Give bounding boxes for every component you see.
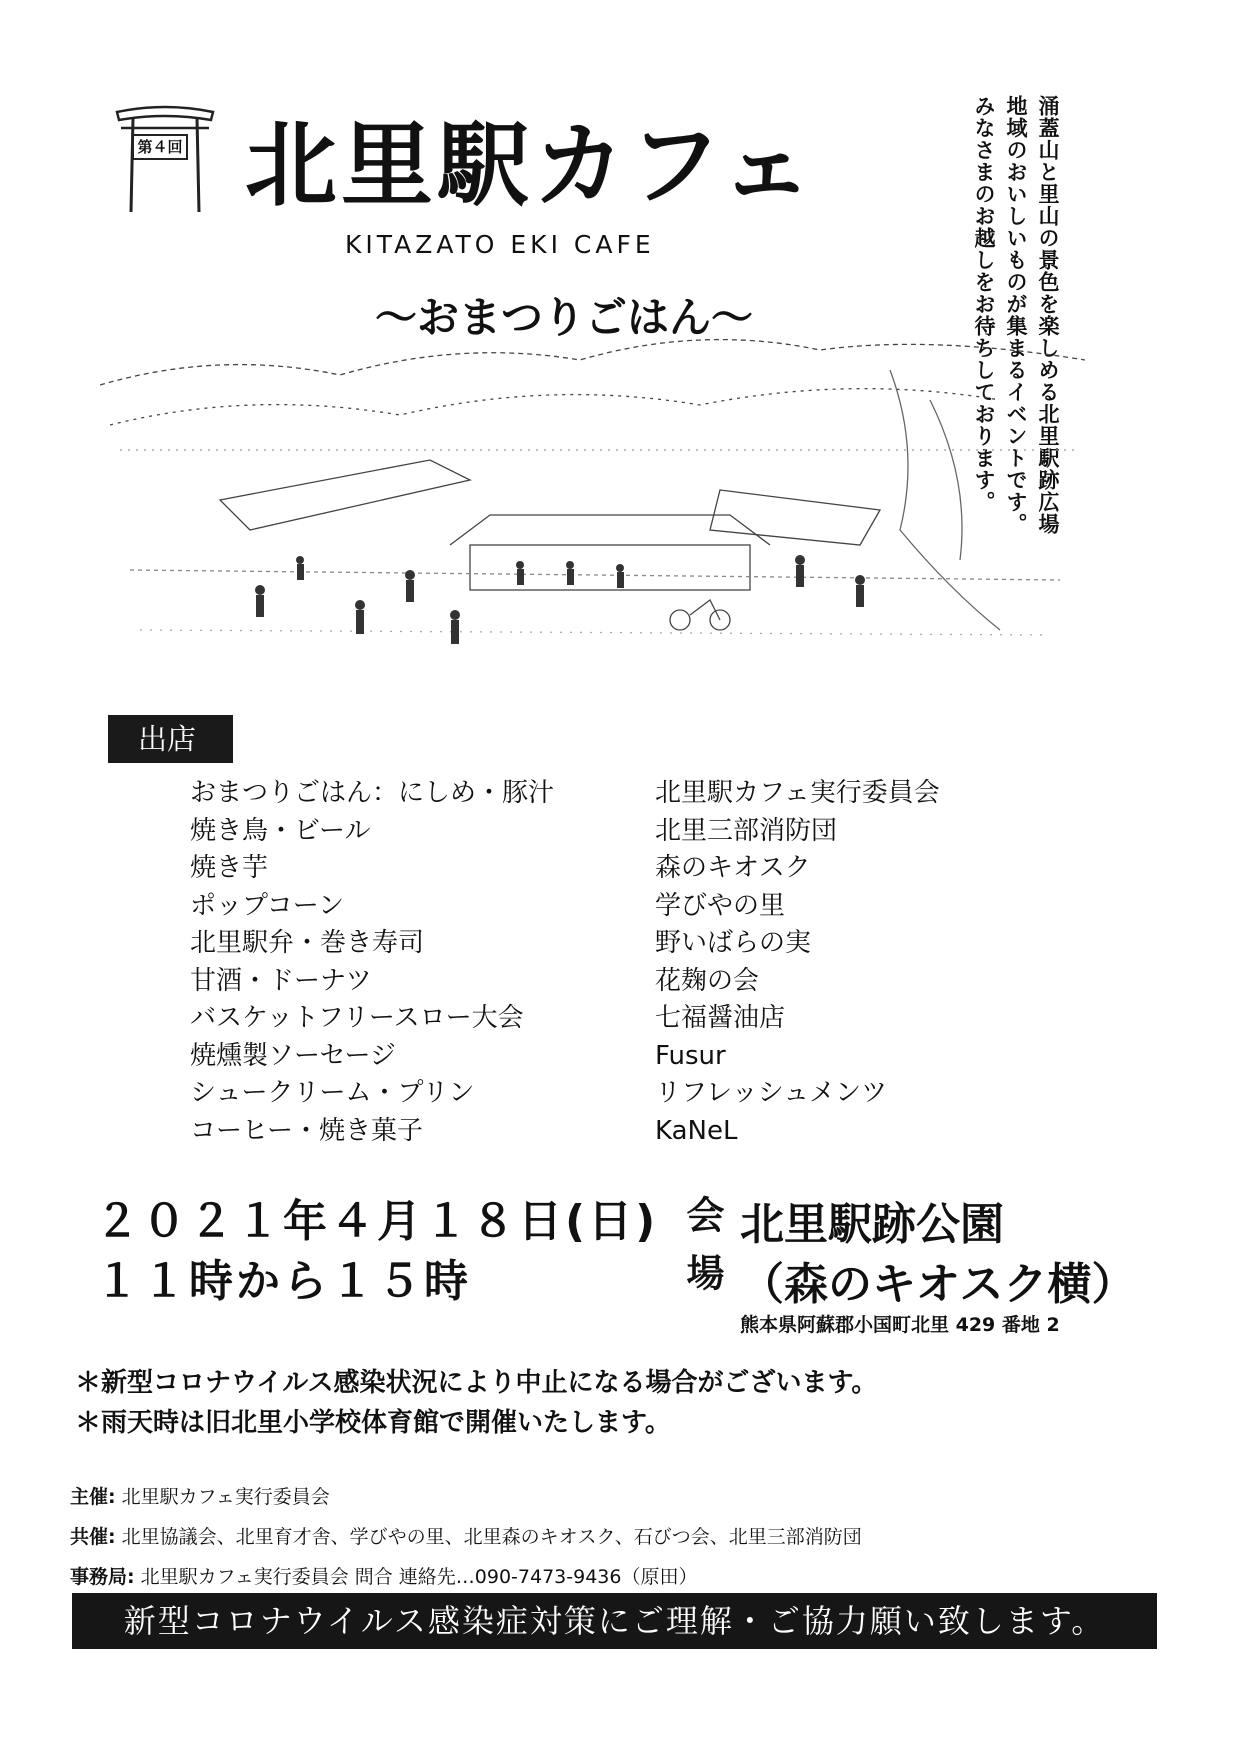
- notes: [75, 1363, 877, 1443]
- credits: [70, 1477, 862, 1597]
- intro-line: みなさまのお越しをお待ちしております。: [972, 95, 996, 513]
- office: 北里駅カフェ実行委員会 問合 連絡先…090-7473-9436（原田）: [140, 1566, 698, 1588]
- organizer-line: [70, 1477, 862, 1517]
- vendor-name: 北里三部消防団: [655, 815, 838, 846]
- vendor-name: 花麹の会: [655, 965, 760, 996]
- vendor-item: バスケットフリースロー大会: [190, 1003, 524, 1033]
- note-item: ＊雨天時は旧北里小学校体育館で開催いたします。: [75, 1408, 671, 1438]
- venue-address: 熊本県阿蘇郡小国町北里 429 番地 2: [740, 1314, 1060, 1336]
- event-subtitle: ～おまつりごはん～: [375, 293, 754, 342]
- event-date: ２０２１年４月１８日(日): [95, 1196, 659, 1247]
- cohost-label: 共催:: [70, 1526, 116, 1548]
- organizer: 北里駅カフェ実行委員会: [121, 1486, 330, 1508]
- vendor-name: KaNeL: [655, 1115, 738, 1146]
- cohost: 北里協議会、北里育才舎、学びやの里、北里森のキオスク、石びつ会、北里三部消防団: [121, 1526, 862, 1548]
- title-english: KITAZATO EKI CAFE: [345, 230, 655, 259]
- venue-label: 会場: [680, 1195, 724, 1311]
- intro-line: 地域のおいしいものが集まるイベントです。: [1004, 95, 1028, 535]
- station-sketch-illustration: [100, 330, 1085, 720]
- footer-banner: 新型コロナウイルス感染症対策にご理解・ご協力願い致します。: [72, 1593, 1157, 1649]
- vendor-item: ポップコーン: [190, 890, 345, 921]
- note-item: ＊新型コロナウイルス感染状況により中止になる場合がございます。: [75, 1368, 878, 1398]
- vendor-name: Fusur: [655, 1040, 726, 1071]
- page-title: 北里駅カフェ: [245, 111, 817, 219]
- office-label: 事務局:: [70, 1566, 135, 1588]
- vendor-item: 焼き芋: [190, 853, 269, 883]
- event-time: １１時から１５時: [95, 1256, 471, 1307]
- vendors-heading: 出店: [108, 715, 233, 763]
- venue-name: 北里駅跡公園: [740, 1199, 1004, 1250]
- edition-badge: 第４回: [132, 134, 188, 160]
- vendor-name: 学びやの里: [655, 890, 786, 921]
- intro-line: 涌蓋山と里山の景色を楽しめる北里駅跡広場: [1036, 95, 1060, 535]
- vendor-item: 甘酒・ドーナツ: [190, 965, 372, 996]
- vendor-name: 森のキオスク: [655, 853, 811, 883]
- organizer-label: 主催:: [70, 1486, 116, 1508]
- vendor-name: 野いばらの実: [655, 928, 812, 958]
- vendor-name: 七福醤油店: [655, 1003, 786, 1033]
- venue-subtitle: （森のキオスク横）: [740, 1259, 1136, 1310]
- vendor-name: リフレッシュメンツ: [655, 1078, 888, 1108]
- vendor-item: 北里駅弁・巻き寿司: [190, 928, 425, 958]
- vendor-item: シュークリーム・プリン: [190, 1078, 475, 1108]
- vendor-item: 焼燻製ソーセージ: [190, 1040, 396, 1071]
- cohost-line: [70, 1517, 862, 1557]
- vendor-name: 北里駅カフェ実行委員会: [655, 778, 940, 808]
- vendor-item: コーヒー・焼き菓子: [190, 1115, 423, 1146]
- vendor-item: 焼き鳥・ビール: [190, 815, 371, 846]
- vendor-item: おまつりごはん：にしめ・豚汁: [190, 778, 555, 808]
- office-line: [70, 1557, 862, 1597]
